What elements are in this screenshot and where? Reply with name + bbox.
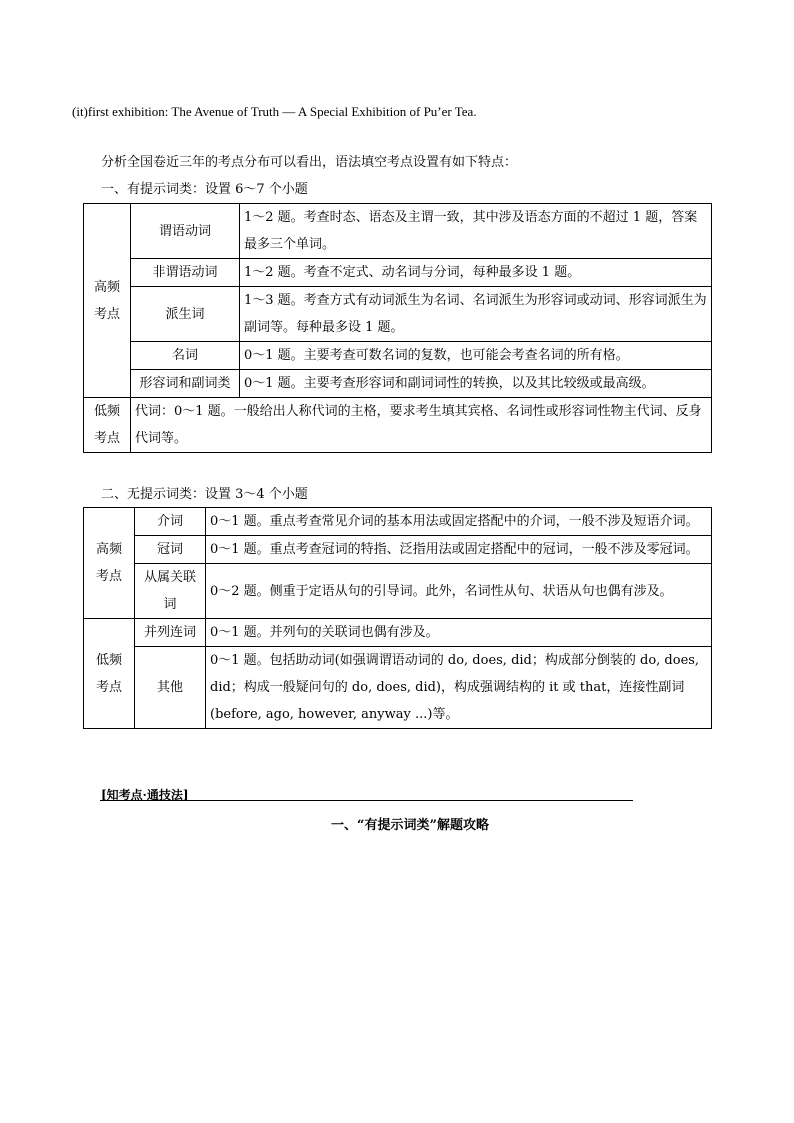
table-row (84, 370, 712, 398)
category-cell: 形容词和副词类 (131, 370, 240, 398)
table-row (84, 204, 712, 259)
category-cell: 谓语动词 (131, 204, 240, 259)
table-row (84, 259, 712, 287)
table-row (84, 508, 712, 536)
table-no-hint-words (83, 507, 712, 729)
high-frequency-label (84, 508, 135, 619)
low-frequency-label (84, 398, 131, 453)
table-row (84, 342, 712, 370)
divider (100, 800, 633, 801)
category-cell: 派生词 (131, 287, 240, 342)
table-row (84, 287, 712, 342)
table-row (84, 647, 712, 729)
description-cell: 0～1 题。包括助动词(如强调谓语动词的 do, does, did；构成部分倒装的 do, does, did；构成一般疑问句的 do, does, did)，构成强调结构的 it 或 that，连接性副词(before, ago, however, anyway ...)等。 (206, 647, 712, 729)
category-cell: 非谓语动词 (131, 259, 240, 287)
high-frequency-label (84, 204, 131, 398)
description-cell: 0～1 题。并列句的关联词也偶有涉及。 (206, 619, 712, 647)
low-frequency-label (84, 619, 135, 729)
category-cell: 其他 (135, 647, 206, 729)
category-cell: 名词 (131, 342, 240, 370)
category-cell: 介词 (135, 508, 206, 536)
description-cell: 代词：0～1 题。一般给出人称代词的主格，要求考生填其宾格、名词性或形容词性物主代词、反身代词等。 (131, 398, 712, 453)
description-cell: 0～1 题。主要考查形容词和副词词性的转换，以及其比较级或最高级。 (240, 370, 712, 398)
low-frequency-label-text: 低频 考点 (93, 404, 120, 446)
description-cell: 0～2 题。侧重于定语从句的引导词。此外，名词性从句、状语从句也偶有涉及。 (206, 564, 712, 619)
footer-label: [知考点·通技法] (101, 788, 189, 802)
low-frequency-label-text: 低频 考点 (95, 652, 122, 695)
description-cell: 1～3 题。考查方式有动词派生为名词、名词派生为形容词或动词、形容词派生为副词等。每种最多设 1 题。 (240, 287, 712, 342)
subsection-title: 一、“有提示词类”解题攻略 (331, 818, 489, 833)
high-frequency-label-text: 高频 考点 (95, 542, 122, 584)
analysis-paragraph: 分析全国卷近三年的考点分布可以看出，语法填空考点设置有如下特点： (101, 155, 518, 170)
table-row (84, 398, 712, 453)
description-cell: 0～1 题。主要考查可数名词的复数，也可能会考查名词的所有格。 (240, 342, 712, 370)
category-cell: 并列连词 (135, 619, 206, 647)
section2-title: 二、无提示词类：设置 3～4 个小题 (101, 487, 308, 502)
table-hint-words (83, 203, 712, 453)
description-cell: 1～2 题。考查时态、语态及主谓一致，其中涉及语态方面的不超过 1 题，答案最多三个单词。 (240, 204, 712, 259)
table-row (84, 564, 712, 619)
high-frequency-label-text: 高频 考点 (93, 279, 120, 322)
table-row (84, 536, 712, 564)
description-cell: 0～1 题。重点考查常见介词的基本用法或固定搭配中的介词，一般不涉及短语介词。 (206, 508, 712, 536)
category-cell: 冠词 (135, 536, 206, 564)
intro-sentence: (it)first exhibition: The Avenue of Truth — A Special Exhibition of Pu’er Tea. (72, 104, 477, 119)
description-cell: 1～2 题。考查不定式、动名词与分词，每种最多设 1 题。 (240, 259, 712, 287)
description-cell: 0～1 题。重点考查冠词的特指、泛指用法或固定搭配中的冠词，一般不涉及零冠词。 (206, 536, 712, 564)
category-cell: 从属关联词 (135, 564, 206, 619)
section1-title: 一、有提示词类：设置 6～7 个小题 (101, 182, 308, 197)
table-row (84, 619, 712, 647)
